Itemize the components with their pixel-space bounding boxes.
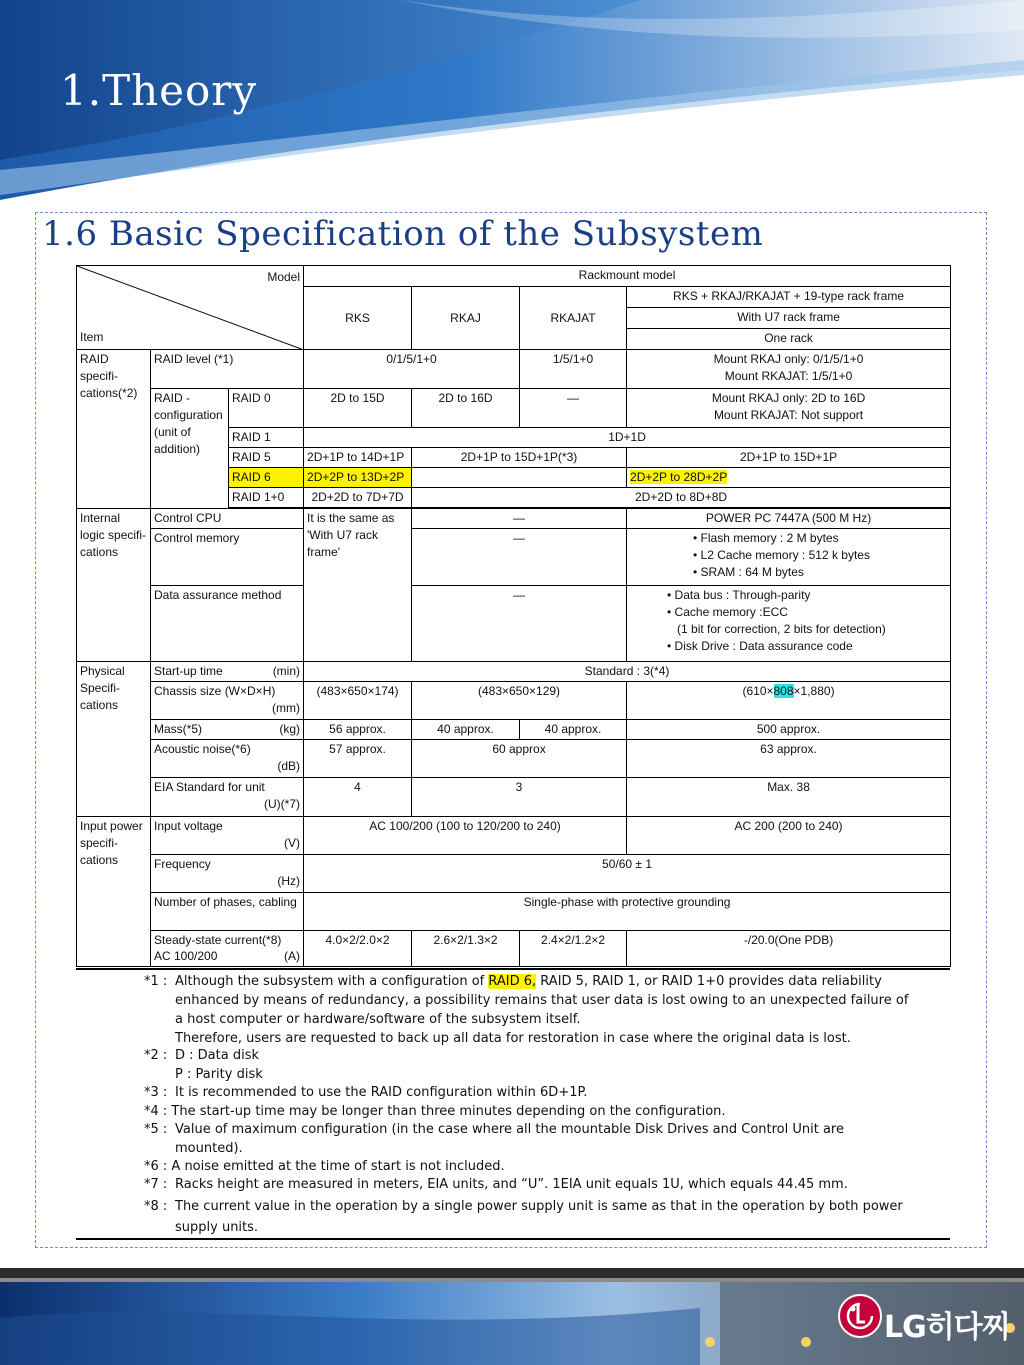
footnotes: [76, 968, 950, 1240]
table-row: [77, 350, 951, 389]
note-4: *4 : The start-up time may be longer than three minutes depending on the configuration.: [144, 1104, 726, 1119]
note-5: [144, 1122, 944, 1156]
item-label: Item: [80, 330, 104, 344]
chassis-rkaj: (483×650×129): [412, 682, 627, 720]
chassis-frame-b: 808: [773, 684, 794, 698]
current-rkajat: 2.4×2/1.2×2: [520, 931, 627, 967]
frequency-label-cell: [151, 855, 304, 893]
power-group-label: Input power specifi-cations: [77, 817, 151, 967]
cpu-frame: POWER PC 7447A (500 M Hz): [627, 509, 951, 529]
page-title: 1.Theory: [60, 66, 258, 115]
note-1-line-3: a host computer or hardware/software of the subsystem itself.: [175, 1012, 581, 1027]
note-8-line-2: supply units.: [175, 1220, 259, 1235]
rack-frame-header: RKS + RKAJ/RKAJAT + 19-type rack frame: [627, 287, 951, 308]
mass-rkaj: 40 approx.: [412, 720, 520, 740]
raid6-empty: [412, 468, 627, 488]
startup-label: Start-up time: [154, 664, 223, 678]
current-frame: -/20.0(One PDB): [627, 931, 951, 967]
note-5-key: *5 :: [144, 1122, 168, 1137]
voltage-label: Input voltage: [154, 819, 223, 833]
spec-table: [76, 265, 951, 967]
table-row: [77, 586, 951, 662]
phases-value: Single-phase with protective grounding: [304, 893, 951, 931]
mem-3: • SRAM : 64 M bytes: [693, 565, 804, 579]
raid5-rkaj: 2D+1P to 15D+1P(*3): [412, 448, 627, 468]
model-label: Model: [267, 270, 301, 284]
eia-frame: Max. 38: [627, 778, 951, 817]
memory-frame: [627, 529, 951, 586]
raid0-rks: 2D to 15D: [304, 389, 412, 428]
mass-rkajat: 40 approx.: [520, 720, 627, 740]
raid5-label: RAID 5: [229, 448, 304, 468]
note-3-key: *3 :: [144, 1085, 168, 1100]
one-rack-header: One rack: [627, 329, 951, 350]
frequency-value: 50/60 ± 1: [304, 855, 951, 893]
raid6-frame: 2D+2P to 28D+2P: [630, 470, 728, 484]
table-row: [77, 893, 951, 931]
da-1: • Data bus : Through-parity: [667, 588, 811, 602]
internal-group-label: Internal logic specifi-cations: [77, 509, 151, 662]
control-cpu-label: Control CPU: [151, 509, 304, 529]
note-2-line-1: D : Data disk: [175, 1048, 259, 1063]
voltage-rks: AC 100/200 (100 to 120/200 to 240): [304, 817, 627, 855]
phases-label: Number of phases, cabling: [151, 893, 304, 931]
note-3: [144, 1085, 944, 1100]
eia-label: EIA Standard for unit: [154, 780, 265, 794]
table-row: [77, 855, 951, 893]
raid0-rkaj: 2D to 16D: [412, 389, 520, 428]
table-row: [77, 720, 951, 740]
current-rkaj: 2.6×2/1.3×2: [412, 931, 520, 967]
u7-frame-header: With U7 rack frame: [627, 308, 951, 329]
note-2: [144, 1048, 944, 1082]
raid-group-label: RAID specifi-cations(*2): [77, 350, 151, 509]
note-1-b: RAID 5, RAID 1, or RAID 1+0 provides data reliability: [540, 974, 882, 989]
note-3-line-1: It is recommended to use the RAID configuration within 6D+1P.: [175, 1085, 588, 1100]
mass-rks: 56 approx.: [304, 720, 412, 740]
raid6-rks: 2D+2P to 13D+2P: [304, 468, 412, 488]
current-label: Steady-state current(*8) AC 100/200: [154, 933, 282, 963]
noise-rkaj: 60 approx: [412, 740, 627, 778]
table-row: [77, 682, 951, 720]
note-8-key: *8 :: [144, 1199, 168, 1214]
note-7-key: *7 :: [144, 1177, 168, 1192]
raid0-frame-1: Mount RKAJ only: 2D to 16D: [711, 391, 866, 405]
raid1-label: RAID 1: [229, 428, 304, 448]
voltage-label-cell: [151, 817, 304, 855]
raid-level-frame-2: Mount RKAJAT: 1/5/1+0: [724, 369, 853, 383]
note-1-highlight: RAID 6,: [488, 974, 537, 989]
startup-value: Standard : 3(*4): [304, 662, 951, 682]
da-4: • Disk Drive : Data assurance code: [667, 639, 853, 653]
table-row: [77, 389, 951, 428]
note-5-line-2: mounted).: [175, 1141, 243, 1156]
note-1-line-2: enhanced by means of redundancy, a possibility remains that user data is lost owing to an unexpected failure of: [175, 993, 909, 1008]
note-1-line-4: Therefore, users are requested to back up all data for restoration in case where the original data is lost.: [175, 1031, 851, 1046]
data-assurance-label: Data assurance method: [151, 586, 304, 662]
raid-level-rks-rkaj: 0/1/5/1+0: [304, 350, 520, 389]
assurance-dash: —: [412, 586, 627, 662]
noise-rks: 57 approx.: [304, 740, 412, 778]
note-7-line-1: Racks height are measured in meters, EIA units, and “U”. 1EIA unit equals 1U, which equals 44.45 mm.: [175, 1177, 848, 1192]
logo-text: LG히다찌: [884, 1310, 1010, 1345]
header-diagonal-cell: [77, 266, 304, 350]
table-row: [77, 509, 951, 529]
frequency-unit: (Hz): [277, 874, 301, 888]
chassis-label-cell: [151, 682, 304, 720]
note-1-key: *1 :: [144, 974, 168, 989]
raid0-frame-2: Mount RKAJAT: Not support: [713, 408, 864, 422]
noise-unit: (dB): [277, 759, 301, 773]
chassis-unit: (mm): [272, 701, 301, 715]
chassis-frame: [627, 682, 951, 720]
mem-2: • L2 Cache memory : 512 k bytes: [693, 548, 870, 562]
physical-group-label: Physical Specifi-cations: [77, 662, 151, 817]
mass-label-cell: [151, 720, 304, 740]
raid6-frame-cell: [627, 468, 951, 488]
note-8-line-1: The current value in the operation by a single power supply unit is same as that in the operation by both power: [175, 1199, 903, 1214]
voltage-frame: AC 200 (200 to 240): [627, 817, 951, 855]
raid-level-label: RAID level (*1): [151, 350, 304, 389]
startup-unit: (min): [272, 664, 301, 678]
eia-rks: 4: [304, 778, 412, 817]
raid0-rkajat: —: [520, 389, 627, 428]
chassis-frame-a: (610×: [742, 684, 774, 698]
raid0-frame: [627, 389, 951, 428]
rackmount-header: Rackmount model: [304, 266, 951, 287]
memory-dash: —: [412, 529, 627, 586]
assurance-frame: [627, 586, 951, 662]
chassis-frame-c: ×1,880): [793, 684, 835, 698]
note-7: [144, 1177, 944, 1192]
noise-frame: 63 approx.: [627, 740, 951, 778]
raid10-rest: 2D+2D to 8D+8D: [412, 488, 951, 508]
table-row: [77, 740, 951, 778]
table-row: [77, 266, 951, 287]
mem-1: • Flash memory : 2 M bytes: [693, 531, 839, 545]
note-8: [144, 1199, 944, 1235]
mass-unit: (kg): [279, 722, 301, 736]
note-2-key: *2 :: [144, 1048, 168, 1063]
raid5-frame: 2D+1P to 15D+1P: [627, 448, 951, 468]
note-6: *6 : A noise emitted at the time of start is not included.: [144, 1159, 505, 1174]
table-row: [77, 778, 951, 817]
raid10-rks: 2D+2D to 7D+7D: [304, 488, 412, 508]
cpu-dash: —: [412, 509, 627, 529]
raid5-rks: 2D+1P to 14D+1P: [304, 448, 412, 468]
raid-config-label: RAID -configuration (unit of addition): [151, 389, 229, 509]
eia-label-cell: [151, 778, 304, 817]
table-row: [77, 931, 951, 967]
da-2: • Cache memory :ECC: [667, 605, 788, 619]
rkaj-header: RKAJ: [412, 287, 520, 350]
note-1: [144, 974, 944, 1046]
noise-label: Acoustic noise(*6): [154, 742, 251, 756]
eia-unit: (U)(*7): [264, 797, 301, 811]
raid1-all: 1D+1D: [304, 428, 951, 448]
raid-level-rkajat: 1/5/1+0: [520, 350, 627, 389]
lg-logo-icon: [838, 1294, 882, 1338]
control-memory-label: Control memory: [151, 529, 304, 586]
voltage-unit: (V): [284, 836, 301, 850]
note-1-a: Although the subsystem with a configuration of: [175, 974, 485, 989]
section-title: 1.6 Basic Specification of the Subsystem: [42, 214, 764, 254]
chassis-label: Chassis size (W×D×H): [154, 684, 276, 698]
mass-label: Mass(*5): [154, 722, 203, 736]
table-row: [77, 817, 951, 855]
table-row: [77, 662, 951, 682]
rks-header: RKS: [304, 287, 412, 350]
frequency-label: Frequency: [154, 857, 211, 871]
note-1-line-1: [175, 974, 882, 989]
current-unit: (A): [284, 949, 301, 963]
note-2-line-2: P : Parity disk: [175, 1067, 263, 1082]
startup-label-cell: [151, 662, 304, 682]
current-label-cell: [151, 931, 304, 967]
raid6-label: RAID 6: [229, 468, 304, 488]
raid-level-frame-1: Mount RKAJ only: 0/1/5/1+0: [713, 352, 864, 366]
mass-frame: 500 approx.: [627, 720, 951, 740]
rkajat-header: RKAJAT: [520, 287, 627, 350]
same-as-u7: It is the same as 'With U7 rack frame': [304, 509, 412, 662]
da-3: (1 bit for correction, 2 bits for detection): [677, 622, 886, 636]
raid10-label: RAID 1+0: [229, 488, 304, 508]
chassis-rks: (483×650×174): [304, 682, 412, 720]
note-5-line-1: Value of maximum configuration (in the case where all the mountable Disk Drives and Control Unit are: [175, 1122, 844, 1137]
table-row: [77, 529, 951, 586]
raid0-label: RAID 0: [229, 389, 304, 428]
eia-rkaj: 3: [412, 778, 627, 817]
noise-label-cell: [151, 740, 304, 778]
raid-level-frame: [627, 350, 951, 389]
current-rks: 4.0×2/2.0×2: [304, 931, 412, 967]
